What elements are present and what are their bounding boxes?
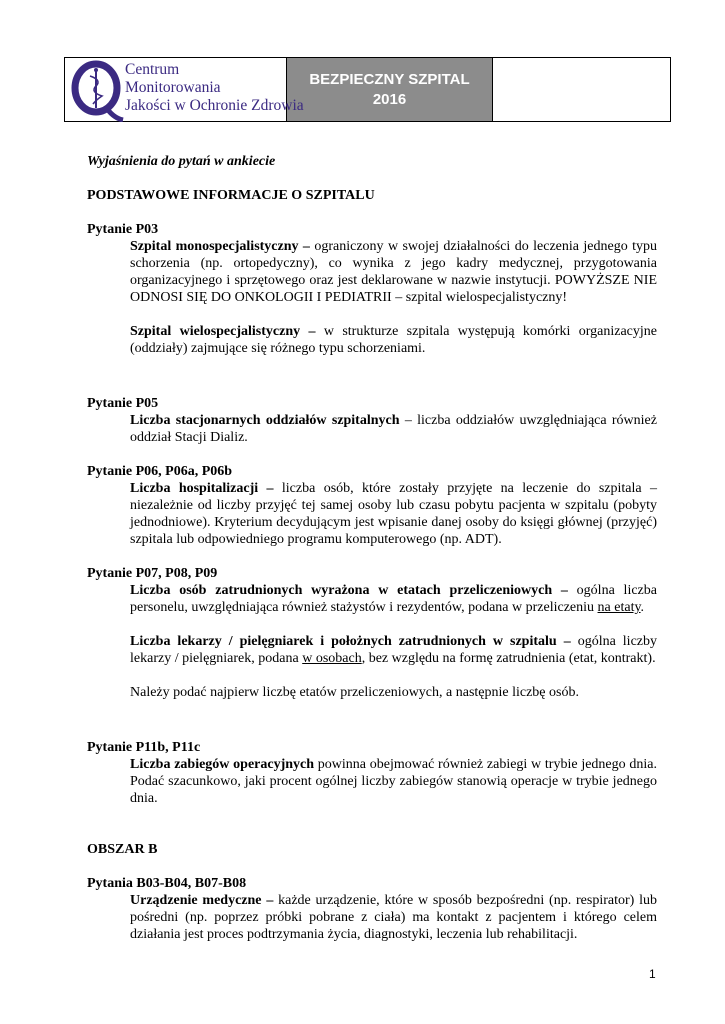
term: Szpital monospecjalistyczny – [130,239,310,254]
question-heading: Pytanie P07, P08, P09 [87,566,218,581]
definition-paragraph [87,756,657,807]
definition-paragraph [87,412,657,446]
underlined-text: na etaty [597,600,641,615]
term: Liczba stacjonarnych oddziałów szpitalnych [130,413,400,428]
title-banner [287,58,493,121]
banner-title: BEZPIECZNY SZPITAL [309,70,470,88]
definition-paragraph [87,480,657,548]
note-paragraph: Należy podać najpierw liczbę etatów przeliczeniowych, a następnie liczbę osób. [130,685,579,700]
definition: ogólna liczby lekarzy / pielęgniarek, podana [130,634,657,666]
definition: liczba osób, które zostały przyjęte na leczenie do szpitala – niezależnie od liczby przyjęć tej samej osoby lub czasu pobytu pacjenta w szpitalu (pobyty jednodniowe). Kryterium decydującym jest wpisanie danej osoby do księgi głównej (przyjęć) szpitala lub odpowiedniego programu komputerowego (np. ADT). [130,481,657,547]
term: Liczba lekarzy / pielęgniarek i położnych zatrudnionych w szpitalu – [130,634,571,649]
term: Szpital wielospecjalistyczny – [130,324,316,339]
definition: – liczba oddziałów uwzględniająca również oddział Stacji Dializ. [130,413,657,445]
underlined-text: w osobach [302,651,362,666]
document-header [64,57,671,122]
header-blank-cell [493,58,670,121]
question-heading: Pytanie P05 [87,396,159,411]
definition: , bez względu na formę zatrudnienia (etat, kontrakt). [361,651,656,666]
section-title: PODSTAWOWE INFORMACJE O SZPITALU [87,188,375,203]
logo-line: Monitorowania [125,79,221,96]
document-body [87,153,657,943]
definition-paragraph [87,633,657,667]
term: Liczba osób zatrudnionych wyrażona w etatach przeliczeniowych – [130,583,568,598]
term: Liczba hospitalizacji – [130,481,274,496]
definition-paragraph [87,238,657,306]
cmj-q-logo-icon [69,60,125,122]
definition: ograniczony w swojej działalności do leczenia jednego typu schorzenia (np. ortopedyczny), co wynika z jego kadry medycznej, przygotowania organizacyjnego i sprzętowego oraz jest deklarowane w nazwie instytucji. POWYŻSZE NIE ODNOSI SIĘ DO ONKOLOGII I PEDIATRII – szpital wielospecjalistyczny! [130,239,657,305]
section-title: OBSZAR B [87,842,158,857]
question-heading: Pytanie P11b, P11c [87,740,201,755]
question-heading: Pytania B03-B04, B07-B08 [87,876,247,891]
definition: w strukturze szpitala występują komórki organizacyjne (oddziały) zajmujące się różnego typu schorzeniami. [130,324,657,356]
definition: powinna obejmować również zabiegi w trybie jednego dnia. Podać szacunkowo, jaki procent ogólnej liczby zabiegów stanowią operacje w trybie jednego dnia. [130,757,658,806]
question-heading: Pytanie P03 [87,222,159,237]
logo-line: Centrum [125,61,180,78]
question-heading: Pytanie P06, P06a, P06b [87,464,233,479]
definition: każde urządzenie, które w sposób bezpośredni (np. respirator) lub pośredni (np. poprzez próbki pobrane z ciała) ma kontakt z pacjentem i którego celem działania jest proces podtrzymania życia, diagnostyki, leczenia lub rehabilitacji. [130,893,657,942]
logo-text [125,61,304,115]
page-number: 1 [649,967,656,981]
definition: ogólna liczba personelu, uwzględniająca również stażystów i rezydentów, podana w przeliczeniu [130,583,657,615]
definition-paragraph [87,892,657,943]
term: Liczba zabiegów operacyjnych [130,757,315,772]
logo [65,58,304,121]
term: Urządzenie medyczne – [130,893,274,908]
definition: . [640,600,645,615]
definition-paragraph [87,323,657,357]
logo-line: Jakości w Ochronie Zdrowia [125,97,304,114]
doc-subtitle: Wyjaśnienia do pytań w ankiecie [87,154,276,169]
definition-paragraph [87,582,657,616]
banner-year: 2016 [372,90,407,108]
